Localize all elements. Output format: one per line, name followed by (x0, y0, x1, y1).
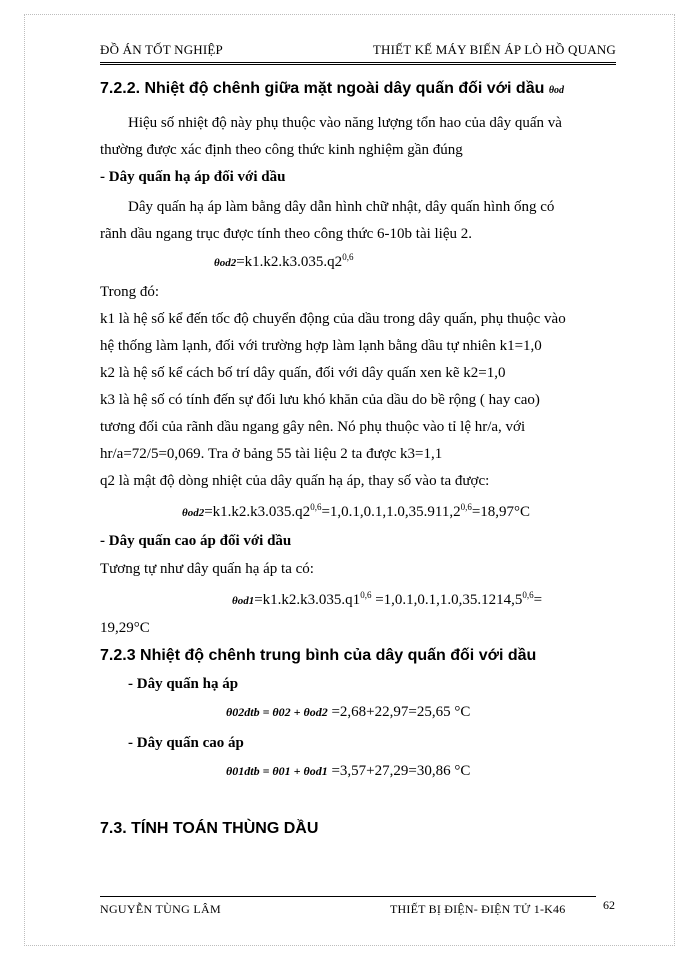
subheading-low-voltage: - Dây quấn hạ áp (128, 676, 239, 692)
formula-high-average (226, 763, 470, 780)
section-heading-723: 7.2.3 Nhiệt độ chênh trung bình của dây quấn đối với dầu (100, 647, 537, 664)
section-heading-722 (100, 80, 564, 98)
formula-od1-result: 19,29°C (100, 620, 150, 636)
where-label: Trong đó: (100, 284, 160, 300)
formula-text: =k1.k2.k3.035.q2 (204, 504, 311, 520)
heading-722-symbol: θod (548, 85, 565, 96)
paragraph-line: Tương tự như dây quấn hạ áp ta có: (100, 561, 314, 577)
formula-od2 (214, 252, 353, 271)
header-rule (100, 62, 616, 65)
formula-exponent: 0,6 (522, 590, 534, 600)
paragraph-line: thường được xác định theo công thức kinh nghiệm gần đúng (100, 142, 463, 158)
heading-722-text: 7.2.2. Nhiệt độ chênh giữa mặt ngoài dây quấn đối với dầu (100, 80, 545, 97)
formula-substitution: =1,0.1,0.1,1.0,35.1214,5 (371, 592, 523, 608)
subheading-high-voltage: - Dây quấn cao áp (128, 735, 244, 751)
header-left: ĐỒ ÁN TỐT NGHIỆP (100, 42, 223, 57)
formula-text: =k1.k2.k3.035.q1 (254, 592, 361, 608)
formula-od2-substituted (182, 502, 530, 521)
formula-od1-substituted (232, 590, 542, 609)
paragraph-line: Hiệu số nhiệt độ này phụ thuộc vào năng lượng tổn hao của dây quấn và (128, 115, 562, 131)
q2-definition-line: q2 là mật độ dòng nhiệt của dây quấn hạ áp, thay số vào ta được: (100, 473, 490, 489)
formula-exponent: 0,6 (460, 502, 472, 512)
formula-equals: = (533, 592, 543, 608)
formula-low-average (226, 704, 470, 721)
formula-lhs: θ01dtb = θ01 + θod1 (226, 764, 328, 778)
subheading-low-voltage: - Dây quấn hạ áp đối với dầu (100, 169, 286, 185)
formula-substitution: =1,0.1,0.1,1.0,35.911,2 (321, 504, 461, 520)
formula-symbol: θod2 (214, 257, 237, 269)
formula-result: =18,97°C (471, 504, 531, 520)
k2-definition-line: k2 là hệ số kể cách bố trí dây quấn, đối với dây quấn xen kẽ k2=1,0 (100, 365, 506, 381)
footer-left: NGUYỄN TÙNG LÂM (100, 902, 221, 916)
formula-symbol: θod1 (232, 595, 255, 607)
k3-definition-line: tương đối của rãnh dầu ngang gây nên. Nó phụ thuộc vào tỉ lệ hr/a, với (100, 419, 526, 435)
header-right: THIẾT KẾ MÁY BIẾN ÁP LÒ HỒ QUANG (372, 42, 616, 57)
footer-right: THIẾT BỊ ĐIỆN- ĐIỆN TỬ 1-K46 (390, 902, 566, 916)
formula-rhs: =2,68+22,97=25,65 °C (331, 704, 471, 720)
k1-definition-line: hệ thống làm lạnh, đối với trường hợp làm lạnh bằng dầu tự nhiên k1=1,0 (100, 338, 542, 354)
page-number: 62 (603, 898, 615, 912)
formula-symbol: θod2 (182, 507, 205, 519)
formula-exponent: 0,6 (342, 252, 354, 262)
formula-exponent: 0,6 (360, 590, 372, 600)
formula-exponent: 0,6 (310, 502, 322, 512)
section-heading-73: 7.3. TÍNH TOÁN THÙNG DẦU (100, 820, 319, 837)
formula-text: =k1.k2.k3.035.q2 (236, 254, 343, 270)
k3-definition-line: k3 là hệ số có tính đến sự đối lưu khó khăn của dầu do bề rộng ( hay cao) (100, 392, 540, 408)
formula-lhs: θ02dtb = θ02 + θod2 (226, 705, 328, 719)
formula-rhs: =3,57+27,29=30,86 °C (331, 763, 471, 779)
k3-definition-line: hr/a=72/5=0,069. Tra ở bảng 55 tài liệu 2 ta được k3=1,1 (100, 446, 443, 462)
subheading-high-voltage: - Dây quấn cao áp đối với dầu (100, 533, 292, 549)
paragraph-line: Dây quấn hạ áp làm bằng dây dẫn hình chữ nhật, dây quấn hình ống có (128, 199, 555, 215)
page-header (100, 38, 620, 64)
k1-definition-line: k1 là hệ số kể đến tốc độ chuyển động của dầu trong dây quấn, phụ thuộc vào (100, 311, 566, 327)
paragraph-line: rãnh dầu ngang trục được tính theo công thức 6-10b tài liệu 2. (100, 226, 473, 242)
footer-rule (100, 896, 596, 897)
